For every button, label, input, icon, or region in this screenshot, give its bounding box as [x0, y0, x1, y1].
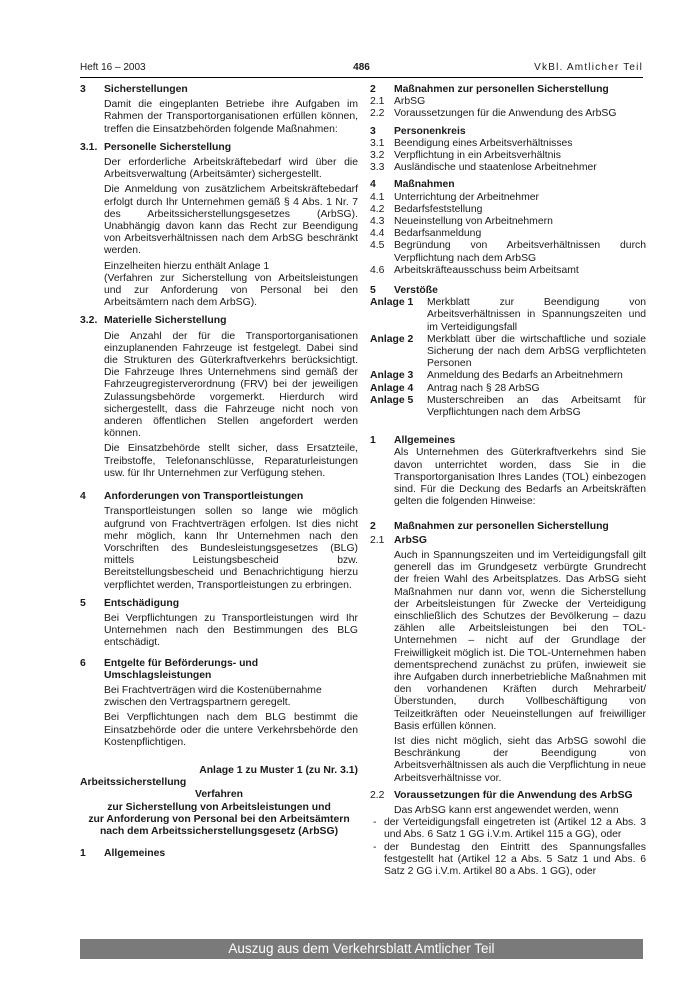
anlage-subtitle-3: nach dem Arbeitssicherstellungsgesetz (ArbSG): [99, 825, 339, 837]
right-section-2-1-p2: Ist dies nicht möglich, sieht das ArbSG sowohl die Beschränkung der Beendigung von Arbeitsverhältnissen als auch die Verpflichtung in neue Arbeitsverhältnisse vor.: [394, 735, 646, 784]
section-3-1-heading: 3.1. Personelle Sicherstellung: [80, 141, 232, 153]
right-section-2-1-heading: 2.1 ArbSG: [370, 534, 427, 546]
right-section-1-text: Als Unternehmen des Güterkraftverkehrs sind Sie davon unterrichtet worden, dass Sie in die Transportorganisation Ihres Landes (TOL) einbezogen sind. Für die Deckung des Bedarfs an Arbeitskräften gelten die folgenden Hinweise:: [394, 447, 646, 508]
section-3-2-p2: Die Einsatzbehörde stellt sicher, dass Ersatzteile, Treibstoffe, Telefonanschlüsse, Reparaturleistungen usw. für Ihr Unternehmen zur Verfügung stehen.: [104, 443, 358, 479]
toc-item: 4.1 Unterrichtung der Arbeitnehmer: [370, 191, 539, 203]
anlage-list-item: Anlage 5 Musterschreiben an das Arbeitsamt für Verpflichtungen nach dem ArbSG: [370, 394, 646, 419]
footer-banner: Auszug aus dem Verkehrsblatt Amtlicher Teil: [80, 939, 643, 959]
toc-item: 3.1 Beendigung eines Arbeitsverhältnisses: [370, 137, 573, 149]
section-3-2-p1: Die Anzahl der für die Transportorganisationen einzuplanenden Fahrzeuge ist festgelegt. Dabei sind die Strukturen des Güterkraftverkehrs berücksichtigt. Die Fahrzeuge Ihres Unternehmens sind gemäß der Fahrzeugregisterverordnung (FRV) bei der jeweiligen Zulassungsbehörde vorgemerkt. Hierdurch wird sichergestellt, dass die Fahrzeuge nicht noch von anderen öffentlichen Stellen angefordert werden können.: [104, 330, 358, 440]
section-6-p2: Bei Verpflichtungen nach dem BLG bestimmt die Einsatzbehörde oder die untere Verkehrsbehörde den Kostenpflichtigen.: [104, 712, 358, 748]
anlage-list-item: Anlage 2 Merkblatt über die wirtschaftliche und soziale Sicherung der nach dem ArbSG verpflichteten Personen: [370, 333, 646, 370]
section-5-heading: 5 Entschädigung: [80, 597, 180, 609]
condition-list-item: - der Bundestag den Eintritt des Spannungsfalles festgestellt hat (Artikel 12 a Abs. 5 Satz 1 und Abs. 6 Satz 2 GG i.V.m. Artikel 80 a Abs. 1 GG), oder: [373, 841, 646, 877]
toc-item: 4.6 Arbeitskräfteausschuss beim Arbeitsamt: [370, 264, 579, 276]
journal-label: VkBl. Amtlicher Teil: [534, 62, 643, 73]
right-section-1-heading: 1 Allgemeines: [370, 435, 456, 447]
toc-item: 4.3 Neueinstellung von Arbeitnehmern: [370, 216, 553, 228]
toc-item: 3.3 Ausländische und staatenlose Arbeitnehmer: [370, 162, 597, 174]
anlage-reference: Anlage 1 zu Muster 1 (zu Nr. 3.1): [199, 764, 358, 776]
page-number: 486: [353, 62, 370, 73]
section-3-1-p3b: (Verfahren zur Sicherstellung von Arbeitsleistungen und zur Anforderung von Personal bei den Arbeitsämtern nach dem ArbSG).: [104, 272, 358, 309]
condition-list-item: - der Verteidigungsfall eingetreten ist (Artikel 12 a Abs. 3 und Abs. 6 Satz 1 GG i.V.m. Artikel 115 a GG), oder: [373, 817, 646, 841]
toc-section-4: 4 Maßnahmen: [370, 179, 455, 191]
toc-item: 2.2 Voraussetzungen für die Anwendung des ArbSG: [370, 108, 617, 120]
anlage-subtitle-1: zur Sicherstellung von Arbeitsleistungen und: [107, 801, 331, 813]
toc-section-5: 5 Verstöße: [370, 285, 438, 297]
right-section-2-1-p1: Auch in Spannungszeiten und im Verteidigungsfall gilt generell das im Grundgesetz verbürgte Grundrecht der freien Wahl des Arbeitsplatzes. Das ArbSG sieht Maßnahmen nur dann vor, wenn die Sicherstellung der Arbeitsleistungen für Zwecke der Verteidigung einschließlich des Schutzes der Bevölkerung – dazu zählen alle Arbeitsleistungen bei den TOL-Unternehmen – nicht auf der Grundlage der Freiwilligkeit möglich ist. Die TOL-Unternehmen haben dementsprechend zunächst zu prüfen, inwieweit sie ihre Aufgaben durch innerbetriebliche Maßnahmen mit den vorhandenen Kräften durch Mehrarbeit/Überstunden, durch Vollbeschäftigung von Teilzeitkräften oder Neueinstellungen auf freiwilliger Basis erfüllen können.: [394, 549, 646, 732]
anlage-list-item: Anlage 4 Antrag nach § 28 ArbSG: [370, 382, 540, 394]
anlage-subtitle-2: zur Anforderung von Personal bei den Arbeitsämtern: [88, 813, 350, 825]
toc-item: 4.5 Begründung von Arbeitsverhältnissen durch Verpflichtung nach dem ArbSG: [370, 240, 646, 264]
toc-section-3: 3 Personenkreis: [370, 125, 466, 137]
section-3-2-heading: 3.2. Materielle Sicherstellung: [80, 315, 227, 327]
section-3-1-p2: Die Anmeldung von zusätzlichem Arbeitskräftebedarf erfolgt durch Ihr Unternehmen gemäß § 4 Abs. 1 Nr. 7 des Arbeitssicherstellungsgesetzes (ArbSG). Unabhängig davon kann das Recht zur Beendigung von Arbeitsverhältnissen nach dem ArbSG beschränkt werden.: [104, 184, 358, 257]
anlage-section-1-heading: 1 Allgemeines: [80, 848, 166, 860]
section-6-heading: 6 Entgelte für Beförderungs- und Umschlagsleistungen: [80, 657, 259, 681]
right-section-2-heading: 2 Maßnahmen zur personellen Sicherstellung: [370, 520, 609, 532]
anlage-list-item: Anlage 3 Anmeldung des Bedarfs an Arbeitnehmern: [370, 370, 623, 382]
section-3-1-p1: Der erforderliche Arbeitskräftebedarf wird über die Arbeitsverwaltung (Arbeitsämter) sichergestellt.: [104, 157, 358, 181]
section-6-p1: Bei Frachtverträgen wird die Kostenübernahme zwischen den Vertragspartnern geregelt.: [104, 684, 322, 709]
toc-item: 4.2 Bedarfsfeststellung: [370, 203, 483, 215]
toc-item: 2.1 ArbSG: [370, 96, 426, 108]
toc-section-2: 2 Maßnahmen zur personellen Sicherstellung: [370, 84, 609, 95]
section-3-1-p3a: Einzelheiten hierzu enthält Anlage 1: [104, 260, 270, 272]
toc-item: 3.2 Verpflichtung in ein Arbeitsverhältnis: [370, 150, 561, 162]
right-column: [370, 84, 646, 878]
left-column: [80, 84, 358, 860]
section-3-text: Damit die eingeplanten Betriebe ihre Aufgaben im Rahmen der Transportorganisationen erfüllen können, treffen die Einsatzbehörden folgende Maßnahmen:: [104, 99, 358, 135]
issue-label: Heft 16 – 2003: [80, 62, 146, 73]
section-5-text: Bei Verpflichtungen zu Transportleistungen wird Ihr Unternehmen nach den Bestimmungen des BLG entschädigt.: [104, 612, 358, 649]
right-section-2-2-heading: 2.2 Voraussetzungen für die Anwendung des ArbSG: [370, 789, 633, 801]
header-rule: [80, 77, 643, 78]
section-4-text: Transportleistungen sollen so lange wie möglich aufgrund von Frachtverträgen erfolgen. Ist dies nicht mehr möglich, kann Ihr Unternehmen nach den Vorschriften des Bundesleistungsgesetzes (BLG) mittels Leistungsbescheid bzw. Bereitstellungsbescheid und Benachrichtigung hierzu verpflichtet werden, Transportleistungen zu erbringen.: [104, 506, 358, 591]
page-header: [80, 62, 643, 76]
anlage-list-item: Anlage 1 Merkblatt zur Beendigung von Arbeitsverhältnissen in Spannungszeiten und im Verteidigungsfall: [370, 297, 646, 333]
section-3-heading: 3 Sicherstellungen: [80, 84, 188, 95]
anlage-heading: Verfahren: [195, 789, 243, 801]
section-4-heading: 4 Anforderungen von Transportleistungen: [80, 491, 304, 503]
right-section-2-2-intro: Das ArbSG kann erst angewendet werden, wenn: [394, 804, 619, 816]
anlage-label: Arbeitssicherstellung: [80, 777, 187, 789]
toc-item: 4.4 Bedarfsanmeldung: [370, 228, 482, 240]
